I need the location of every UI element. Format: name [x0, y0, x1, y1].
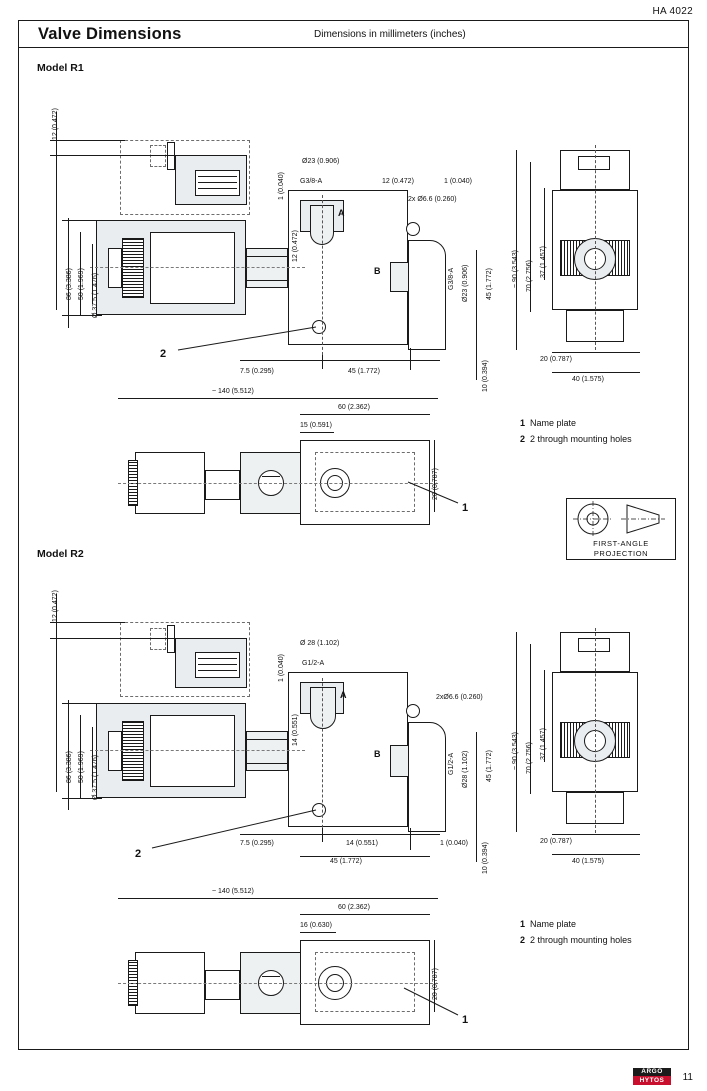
r1-dim-12: 12 (0.472) — [52, 108, 59, 140]
r1-dim-d23-top: Ø23 (0.906) — [302, 158, 340, 165]
r2-plan-label-16: 16 (0.630) — [300, 922, 332, 929]
r1-label-g38-top: G3/8-A — [300, 178, 323, 185]
r2-dim-12: 12 (0.472) — [52, 590, 59, 622]
r1-legend-text-2: 2 through mounting holes — [530, 434, 632, 444]
r1-dim-d23-side: Ø23 (0.906) — [462, 264, 469, 302]
r2-side-label-37: 37 (1.457) — [540, 728, 547, 760]
page-title: Valve Dimensions — [38, 25, 182, 43]
r1-dim-45-bottom: 45 (1.772) — [348, 368, 380, 375]
r1-port-b-label: B — [374, 266, 381, 276]
r2-legend-item-2 — [520, 935, 632, 945]
r2-legend-item-1 — [520, 919, 576, 929]
r2-dim-d28-top: Ø 28 (1.102) — [300, 640, 340, 647]
r2-dim-45-right: 45 (1.772) — [486, 750, 493, 782]
r1-side-label-40: 40 (1.575) — [572, 376, 604, 383]
r2-side-label-70: 70 (2.756) — [526, 742, 533, 774]
r2-dim-1-040-bottom: 1 (0.040) — [440, 840, 469, 847]
r2-dim-10: 10 (0.394) — [482, 842, 489, 874]
r1-callout-1: 1 — [462, 502, 469, 514]
r1-dim-37-5: Ø 37.5 (1.476) — [92, 272, 99, 318]
projection-note-line1: FIRST-ANGLE — [593, 539, 649, 548]
r1-plan-label-60: 60 (2.362) — [338, 404, 370, 411]
r2-callout-2: 2 — [135, 848, 142, 860]
r1-plan-label-140: ~ 140 (5.512) — [212, 388, 254, 395]
r1-dim-1-040-top: 1 (0.040) — [278, 171, 285, 200]
page-number: 11 — [682, 1072, 693, 1083]
r2-legend-text-2: 2 through mounting holes — [530, 935, 632, 945]
r2-legend-key-1: 1 — [520, 919, 526, 929]
r2-port-a-label: A — [340, 690, 347, 700]
r2-callout-1: 1 — [462, 1014, 469, 1026]
r2-dim-1-040-top: 1 (0.040) — [278, 653, 285, 682]
projection-note-line2: PROJECTION — [593, 549, 649, 558]
r1-port-a-label: A — [338, 208, 345, 218]
r2-dim-14: 14 (0.551) — [346, 840, 378, 847]
r1-legend-text-1: Name plate — [530, 418, 577, 428]
r2-plan-label-60: 60 (2.362) — [338, 904, 370, 911]
r2-dim-86: 86 (3.386) — [66, 751, 73, 783]
r1-dim-7-5: 7.5 (0.295) — [240, 368, 274, 375]
r1-legend-key-2: 2 — [520, 434, 526, 444]
brand-logo — [633, 1068, 671, 1085]
r1-callout-2: 2 — [160, 348, 167, 360]
brand-logo-bottom: HYTOS — [633, 1076, 671, 1085]
r1-dim-10: 10 (0.394) — [482, 360, 489, 392]
r1-dim-45-right: 45 (1.772) — [486, 268, 493, 300]
page-subtitle: Dimensions in millimeters (inches) — [314, 29, 466, 40]
r1-side-label-70: 70 (2.756) — [526, 260, 533, 292]
r2-legend-key-2: 2 — [520, 935, 526, 945]
r1-label-g38-side: G3/8-A — [448, 267, 455, 290]
r1-dim-50: 50 (1.969) — [78, 268, 85, 300]
r1-dim-1-040-top-right: 1 (0.040) — [444, 178, 473, 185]
r2-dim-50: 50 (1.969) — [78, 751, 85, 783]
r2-side-label-20: 20 (0.787) — [540, 838, 572, 845]
r2-side-label-40: 40 (1.575) — [572, 858, 604, 865]
r1-dim-holes: 2x Ø6.6 (0.260) — [408, 196, 457, 203]
document-code: HA 4022 — [652, 6, 693, 17]
r2-plan-label-20: 20 (0.787) — [432, 968, 439, 1000]
r1-legend-key-1: 1 — [520, 418, 526, 428]
brand-logo-top: ARGO — [633, 1068, 671, 1076]
r2-label-g12-top: G1/2-A — [302, 660, 325, 667]
r2-side-label-90: ~ 90 (3.543) — [512, 732, 519, 770]
r2-port-b-label: B — [374, 749, 381, 759]
r2-plan-label-140: ~ 140 (5.512) — [212, 888, 254, 895]
r1-plan-label-20: 20 (0.787) — [432, 468, 439, 500]
r2-label-g12-side: G1/2-A — [448, 752, 455, 775]
r1-dim-12-472-top: 12 (0.472) — [382, 178, 414, 185]
section-label-model-r2: Model R2 — [37, 548, 84, 560]
r2-dim-45-bottom: 45 (1.772) — [330, 858, 362, 865]
r2-dim-holes: 2xØ6.6 (0.260) — [436, 694, 483, 701]
r1-side-label-37: 37 (1.457) — [540, 246, 547, 278]
r1-side-label-90: ~ 90 (3.543) — [512, 250, 519, 288]
r2-dim-37-5: Ø 37.5 (1.476) — [92, 754, 99, 800]
r2-dim-14-551-left: 14 (0.551) — [292, 714, 299, 746]
r1-plan-label-15: 15 (0.591) — [300, 422, 332, 429]
r2-legend-text-1: Name plate — [530, 919, 577, 929]
r1-dim-12-472-left: 12 (0.472) — [292, 230, 299, 262]
r1-dim-86: 86 (3.386) — [66, 268, 73, 300]
r2-dim-d28-side: Ø28 (1.102) — [462, 750, 469, 788]
r1-side-label-20: 20 (0.787) — [540, 356, 572, 363]
section-label-model-r1: Model R1 — [37, 62, 84, 74]
r2-dim-7-5: 7.5 (0.295) — [240, 840, 274, 847]
